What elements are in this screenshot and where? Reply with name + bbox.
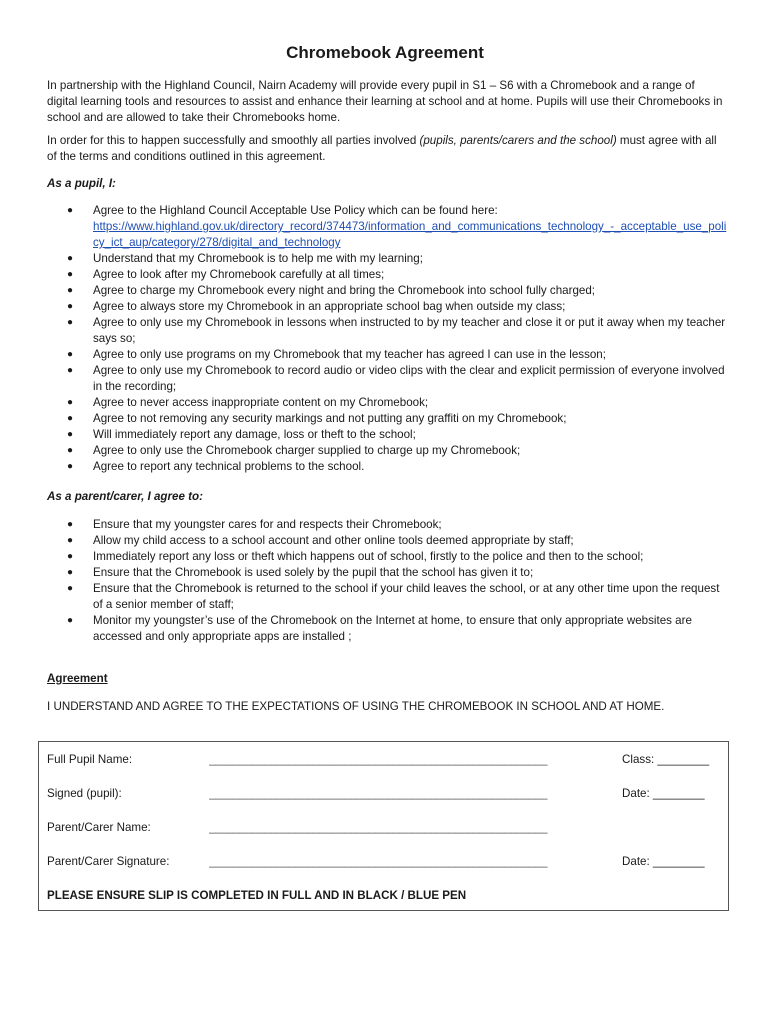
policy-text: Agree to the Highland Council Acceptable Use Policy which can be found here: — [93, 204, 498, 217]
list-item-text: Agree to never access inappropriate content on my Chromebook; — [93, 396, 429, 409]
class-field[interactable]: Class: ________ — [622, 753, 710, 766]
pupil-agreement-list — [47, 203, 727, 475]
list-item-text: Agree to only use my Chromebook in lessons when instructed to by my teacher and close it or put it away when my teacher says so; — [93, 316, 726, 345]
list-item — [47, 299, 727, 315]
pupil-signature-row — [39, 786, 728, 804]
bullet-icon: ● — [67, 413, 74, 424]
list-item — [47, 267, 727, 283]
list-item-text: Agree to report any technical problems to the school. — [93, 460, 365, 473]
list-item-text: Agree to not removing any security markings and not putting any graffiti on my Chromebook; — [93, 412, 567, 425]
full-pupil-name-label: Full Pupil Name: — [47, 753, 133, 766]
list-item-text: Ensure that the Chromebook is used solely by the pupil that the school has given it to; — [93, 566, 534, 579]
bullet-icon: ● — [67, 583, 74, 594]
list-item-text: Will immediately report any damage, loss or theft to the school; — [93, 428, 416, 441]
policy-link[interactable]: https://www.highland.gov.uk/directory_record/374473/information_and_communications_technology_-_acceptable_use_policy_ict_aup/category/278/digital_and_technology — [93, 220, 727, 249]
list-item — [47, 459, 727, 475]
list-item-text: Understand that my Chromebook is to help me with my learning; — [93, 252, 423, 265]
bullet-icon: ● — [67, 317, 74, 328]
bullet-icon: ● — [67, 519, 74, 530]
list-item — [47, 251, 727, 267]
slip-notice: PLEASE ENSURE SLIP IS COMPLETED IN FULL AND IN BLACK / BLUE PEN — [47, 889, 467, 902]
bullet-icon: ● — [67, 349, 74, 360]
list-item — [47, 283, 727, 299]
list-item-text: Agree to charge my Chromebook every night and bring the Chromebook into school fully charged; — [93, 284, 596, 297]
parent-name-field[interactable]: _______________________________________________________ — [209, 821, 548, 834]
bullet-icon: ● — [67, 285, 74, 296]
terms-text-italic: (pupils, parents/carers and the school) — [419, 134, 617, 147]
list-item-text: Ensure that the Chromebook is returned to the school if your child leaves the school, or at any other time upon the request of a senior member of staff; — [93, 582, 720, 611]
parent-signature-row — [39, 854, 728, 872]
parent-agreement-list — [47, 517, 727, 645]
page-title: Chromebook Agreement — [286, 43, 484, 62]
signature-slip — [38, 741, 729, 911]
agreement-statement: I UNDERSTAND AND AGREE TO THE EXPECTATIONS OF USING THE CHROMEBOOK IN SCHOOL AND AT HOME. — [47, 700, 665, 713]
list-item-text: Agree to always store my Chromebook in an appropriate school bag when outside my class; — [93, 300, 566, 313]
list-item — [47, 613, 727, 645]
list-item — [47, 427, 727, 443]
bullet-icon: ● — [67, 429, 74, 440]
parent-date-field[interactable]: Date: ________ — [622, 855, 705, 868]
list-item — [47, 565, 727, 581]
parent-name-row — [39, 820, 728, 838]
bullet-icon: ● — [67, 397, 74, 408]
list-item — [47, 395, 727, 411]
list-item — [47, 315, 727, 347]
list-item-text: Monitor my youngster’s use of the Chromebook on the Internet at home, to ensure that only appropriate websites are accessed and only appropriate apps are installed ; — [93, 614, 692, 643]
full-pupil-name-field[interactable]: _______________________________________________________ — [209, 753, 548, 766]
bullet-icon: ● — [67, 461, 74, 472]
list-item — [47, 533, 727, 549]
list-item — [47, 581, 727, 613]
list-item — [47, 203, 727, 251]
bullet-icon: ● — [67, 301, 74, 312]
bullet-icon: ● — [67, 615, 74, 626]
bullet-icon: ● — [67, 535, 74, 546]
list-item — [47, 549, 727, 565]
parent-name-label: Parent/Carer Name: — [47, 821, 151, 834]
pupil-name-row — [39, 752, 728, 770]
list-item-text: Ensure that my youngster cares for and respects their Chromebook; — [93, 518, 442, 531]
terms-paragraph — [47, 133, 727, 165]
list-item — [47, 443, 727, 459]
list-item-text: Immediately report any loss or theft which happens out of school, firstly to the police and then to the school; — [93, 550, 644, 563]
signed-pupil-label: Signed (pupil): — [47, 787, 122, 800]
bullet-icon: ● — [67, 365, 74, 376]
parent-signature-field[interactable]: _______________________________________________________ — [209, 855, 548, 868]
intro-paragraph: In partnership with the Highland Council, Nairn Academy will provide every pupil in S1 – S6 with a Chromebook and a range of digital learning tools and resources to assist and enhance their learning at school and at home. Pupils will use their Chromebooks in school and are allowed to take their Chromebooks home. — [47, 79, 723, 124]
bullet-icon: ● — [67, 205, 74, 216]
bullet-icon: ● — [67, 567, 74, 578]
bullet-icon: ● — [67, 253, 74, 264]
parent-section-heading: As a parent/carer, I agree to: — [47, 490, 203, 503]
pupil-signature-field[interactable]: _______________________________________________________ — [209, 787, 548, 800]
list-item — [47, 517, 727, 533]
list-item-text: Agree to look after my Chromebook carefully at all times; — [93, 268, 385, 281]
bullet-icon: ● — [67, 551, 74, 562]
pupil-section-heading: As a pupil, I: — [47, 177, 116, 190]
list-item — [47, 411, 727, 427]
parent-signature-label: Parent/Carer Signature: — [47, 855, 170, 868]
bullet-icon: ● — [67, 445, 74, 456]
list-item — [47, 347, 727, 363]
list-item-text: Agree to only use the Chromebook charger supplied to charge up my Chromebook; — [93, 444, 521, 457]
agreement-heading: Agreement — [47, 672, 108, 685]
pupil-date-field[interactable]: Date: ________ — [622, 787, 705, 800]
terms-text-after: must agree with all of the terms and conditions outlined in this agreement. — [47, 134, 717, 163]
list-item-text: Allow my child access to a school account and other online tools deemed appropriate by staff; — [93, 534, 574, 547]
list-item — [47, 363, 727, 395]
bullet-icon: ● — [67, 269, 74, 280]
list-item-text: Agree to only use programs on my Chromebook that my teacher has agreed I can use in the lesson; — [93, 348, 606, 361]
terms-text-before: In order for this to happen successfully and smoothly all parties involved — [47, 134, 420, 147]
list-item-text: Agree to only use my Chromebook to record audio or video clips with the clear and explicit permission of everyone involved in the recording; — [93, 364, 725, 393]
